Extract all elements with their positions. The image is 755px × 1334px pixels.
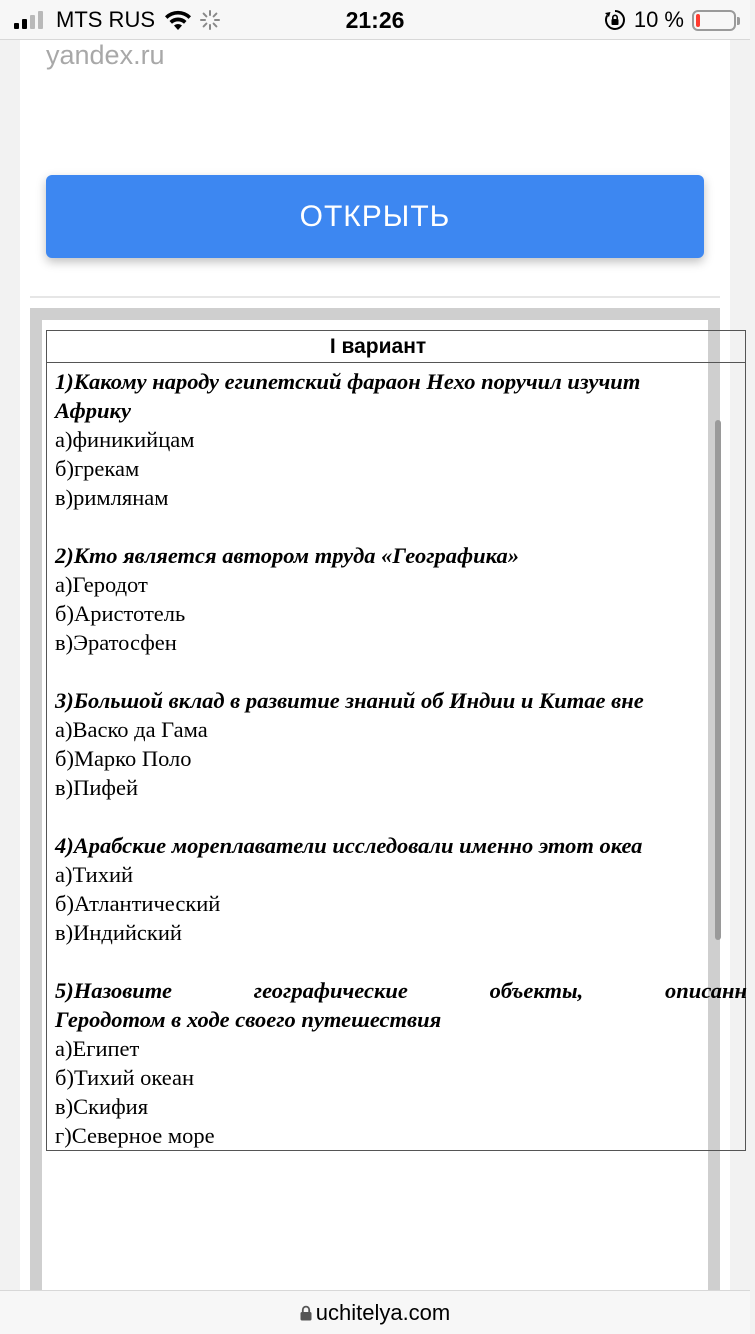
loading-spinner-icon	[199, 9, 221, 31]
battery-level-fill	[696, 14, 700, 27]
answer-option: г)Северное море	[55, 1123, 215, 1148]
answer-option: в)Скифия	[55, 1094, 149, 1119]
answer-option: а)финикийцам	[55, 427, 195, 452]
open-button[interactable]: ОТКРЫТЬ	[46, 175, 704, 258]
battery-percent: 10 %	[633, 7, 684, 32]
clock: 21:26	[345, 7, 405, 33]
answer-option: б)грекам	[55, 456, 140, 481]
answer-option: а)Египет	[55, 1036, 140, 1061]
question-1-line-2: Африку	[55, 398, 131, 423]
answer-option: б)Аристотель	[55, 601, 186, 626]
cellular-signal-icon	[14, 11, 46, 29]
question-5-word: объекты,	[489, 978, 584, 1003]
question-5-line-1	[55, 976, 755, 1005]
variant-header: I вариант	[47, 331, 745, 363]
status-bar	[0, 0, 750, 40]
answer-option: в)Индийский	[55, 920, 182, 945]
lock-icon	[300, 1305, 312, 1321]
answer-option: в)Пифей	[55, 775, 139, 800]
document-table	[46, 330, 746, 1151]
answer-option: а)Тихий	[55, 862, 134, 887]
question-5-word: географические	[253, 978, 408, 1003]
answer-option: б)Марко Поло	[55, 746, 192, 771]
answer-option: а)Геродот	[55, 572, 148, 597]
battery-icon	[692, 10, 736, 31]
answer-option: б)Тихий океан	[55, 1065, 195, 1090]
question-5-word: описанн	[665, 978, 747, 1003]
wifi-icon	[163, 9, 193, 31]
question-5-line-2: Геродотом в ходе своего путешествия	[55, 1007, 442, 1032]
divider	[30, 296, 720, 298]
page-content	[20, 40, 747, 1290]
answer-option: а)Васко да Гама	[55, 717, 208, 742]
document-page	[42, 320, 747, 1300]
question-2: 2)Кто является автором труда «Географика»	[55, 543, 519, 568]
question-1-line-1: 1)Какому народу египетский фараон Нехо поручил изучит	[55, 369, 641, 394]
url-text[interactable]: uchitelya.com	[315, 1299, 451, 1325]
questions-body	[47, 363, 745, 1150]
orientation-lock-icon	[604, 9, 626, 31]
carrier-name: MTS RUS	[56, 7, 155, 32]
document-viewer[interactable]	[30, 308, 747, 1298]
question-4: 4)Арабские мореплаватели исследовали именно этот океа	[55, 833, 643, 858]
answer-option: в)римлянам	[55, 485, 169, 510]
document-scrollbar[interactable]	[715, 420, 721, 940]
ad-domain-label[interactable]: yandex.ru	[46, 40, 165, 70]
answer-option: б)Атлантический	[55, 891, 221, 916]
question-5-word: 5)Назовите	[55, 978, 172, 1003]
address-bar[interactable]	[0, 1290, 750, 1334]
question-3: 3)Большой вклад в развитие знаний об Индии и Китае вне	[55, 688, 644, 713]
answer-option: в)Эратосфен	[55, 630, 177, 655]
